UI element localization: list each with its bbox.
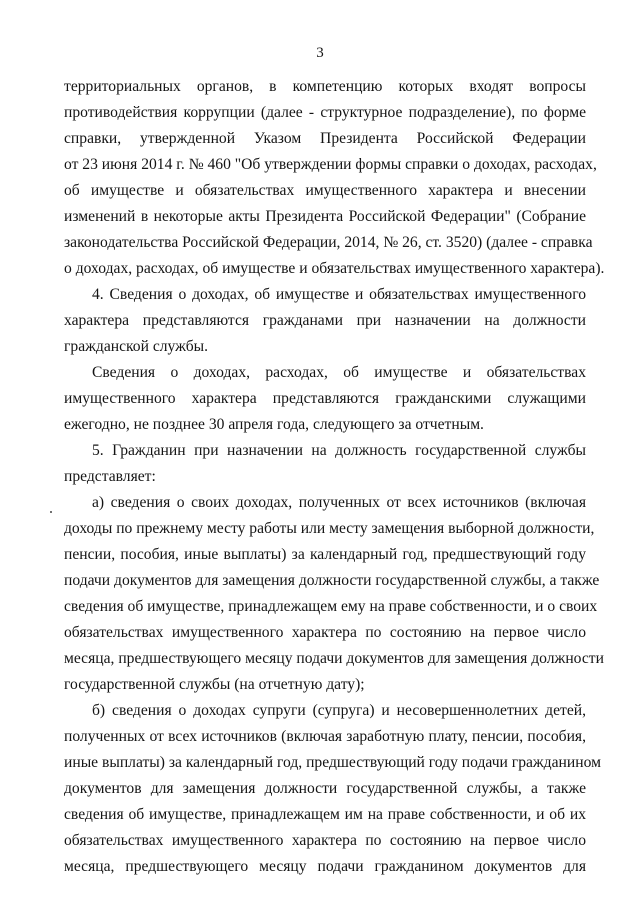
text-line: справки, утвержденной Указом Президента Российской Федерации xyxy=(64,130,586,147)
text-line: об имуществе и обязательствах имущественного характера и внесении xyxy=(64,182,586,199)
text-line: 5. Гражданин при назначении на должность государственной службы xyxy=(92,442,586,459)
text-line: сведения об имуществе, принадлежащем ему на праве собственности, и о своих xyxy=(64,598,598,615)
text-line: государственной службы (на отчетную дату); xyxy=(64,676,365,693)
text-line: территориальных органов, в компетенцию которых входят вопросы xyxy=(64,78,586,95)
text-line: изменений в некоторые акты Президента Российской Федерации" (Собрание xyxy=(64,208,586,225)
text-line: полученных от всех источников (включая заработную плату, пенсии, пособия, xyxy=(64,728,586,745)
text-line: 4. Сведения о доходах, об имуществе и обязательствах имущественного xyxy=(92,286,586,303)
scan-speck xyxy=(50,511,52,513)
text-line: месяца, предшествующего месяцу подачи документов для замещения должности xyxy=(64,650,604,667)
page-number: 3 xyxy=(316,45,324,61)
text-line: ежегодно, не позднее 30 апреля года, следующего за отчетным. xyxy=(64,416,484,433)
text-line: б) сведения о доходах супруги (супруга) и несовершеннолетних детей, xyxy=(92,702,586,719)
text-line: документов для замещения должности государственной службы, а также xyxy=(64,780,586,797)
text-line: представляет: xyxy=(64,468,156,485)
text-line: Сведения о доходах, расходах, об имуществе и обязательствах xyxy=(92,364,586,381)
text-line: имущественного характера представляются гражданскими служащими xyxy=(64,390,586,407)
text-line: о доходах, расходах, об имуществе и обязательствах имущественного характера). xyxy=(64,260,605,277)
text-line: иные выплаты) за календарный год, предшествующий году подачи гражданином xyxy=(64,754,601,771)
text-line: характера представляются гражданами при назначении на должности xyxy=(64,312,586,329)
text-line: обязательствах имущественного характера по состоянию на первое число xyxy=(64,624,586,641)
text-line: а) сведения о своих доходах, полученных от всех источников (включая xyxy=(92,494,586,511)
text-line: обязательствах имущественного характера по состоянию на первое число xyxy=(64,832,586,849)
text-line: доходы по прежнему месту работы или месту замещения выборной должности, xyxy=(64,520,595,537)
text-line: пенсии, пособия, иные выплаты) за календарный год, предшествующий году xyxy=(64,546,586,563)
text-line: от 23 июня 2014 г. № 460 "Об утверждении формы справки о доходах, расходах, xyxy=(64,156,597,173)
text-line: противодействия коррупции (далее - структурное подразделение), по форме xyxy=(64,104,586,121)
text-line: месяца, предшествующего месяцу подачи гражданином документов для xyxy=(64,858,586,875)
text-line: сведения об имуществе, принадлежащем им на праве собственности, и об их xyxy=(64,806,586,823)
text-line: законодательства Российской Федерации, 2014, № 26, ст. 3520) (далее - справка xyxy=(64,234,593,251)
text-line: подачи документов для замещения должности государственной службы, а также xyxy=(64,572,600,589)
text-line: гражданской службы. xyxy=(64,338,209,355)
